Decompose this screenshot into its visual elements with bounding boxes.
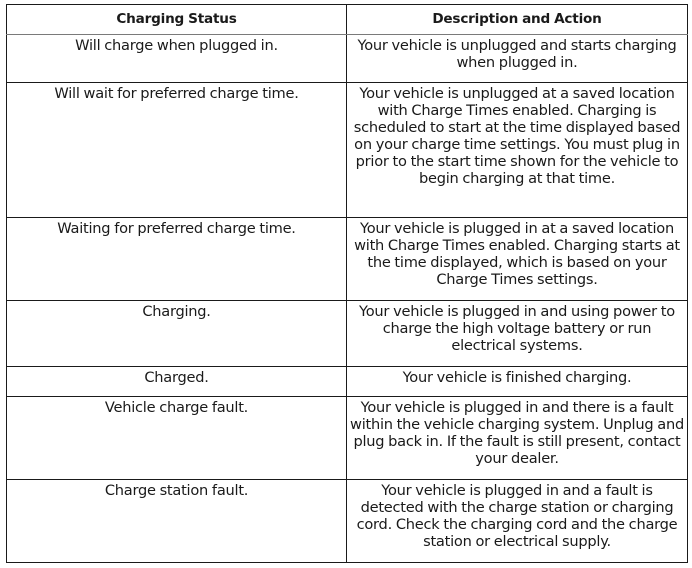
table-row	[7, 301, 688, 367]
table-row	[7, 480, 688, 563]
table-row	[7, 35, 688, 83]
charging-status-cell: Will charge when plugged in.	[7, 35, 347, 83]
table-header-row	[7, 5, 688, 35]
description-cell: Your vehicle is unplugged and starts charging when plugged in.	[347, 35, 688, 83]
table-row	[7, 218, 688, 301]
description-cell: Your vehicle is unplugged at a saved location with Charge Times enabled. Charging is scheduled to start at the time displayed based on your charge time settings. You must plug in prior to the start time shown for the vehicle to begin charging at that time.	[347, 83, 688, 218]
table-row	[7, 397, 688, 480]
table-row	[7, 83, 688, 218]
description-cell: Your vehicle is plugged in and using power to charge the high voltage battery or run electrical systems.	[347, 301, 688, 367]
description-cell: Your vehicle is finished charging.	[347, 367, 688, 397]
charging-status-cell: Charge station fault.	[7, 480, 347, 563]
description-cell: Your vehicle is plugged in at a saved location with Charge Times enabled. Charging starts at the time displayed, which is based on your Charge Times settings.	[347, 218, 688, 301]
charging-status-cell: Waiting for preferred charge time.	[7, 218, 347, 301]
charging-status-cell: Will wait for preferred charge time.	[7, 83, 347, 218]
table-row	[7, 367, 688, 397]
charging-status-table	[6, 4, 688, 563]
charging-status-cell: Charged.	[7, 367, 347, 397]
charging-status-cell: Vehicle charge fault.	[7, 397, 347, 480]
description-cell: Your vehicle is plugged in and a fault is detected with the charge station or charging cord. Check the charging cord and the charge station or electrical supply.	[347, 480, 688, 563]
description-cell: Your vehicle is plugged in and there is a fault within the vehicle charging system. Unplug and plug back in. If the fault is still present, contact your dealer.	[347, 397, 688, 480]
column-header-description-and-action: Description and Action	[347, 5, 688, 35]
charging-status-cell: Charging.	[7, 301, 347, 367]
column-header-charging-status: Charging Status	[7, 5, 347, 35]
